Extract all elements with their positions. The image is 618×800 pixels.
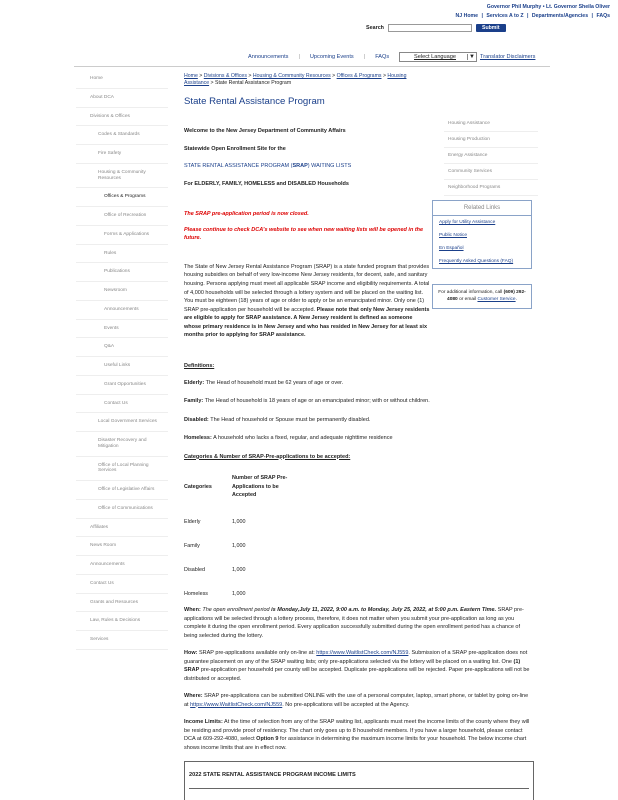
- right-subnav: [444, 116, 538, 196]
- sidebar-item[interactable]: Contact Us: [76, 395, 168, 414]
- breadcrumb-separator: >: [330, 73, 337, 79]
- where-text: SRAP pre-applications can be submitted ONLINE with the use of a personal computer, laptop, smart phone, or tablet by going on-line at: [184, 693, 529, 708]
- utility-nav: [248, 54, 389, 60]
- related-link[interactable]: En Español: [439, 246, 464, 251]
- how-text: SRAP pre-applications available only on-line at:: [198, 650, 315, 657]
- how-label: How:: [184, 650, 198, 657]
- sidebar-item[interactable]: Offices & Programs: [76, 188, 168, 207]
- right-nav-item[interactable]: Energy Assistance: [444, 148, 538, 164]
- sidebar-item[interactable]: Codes & Standards: [76, 126, 168, 145]
- language-select-label: Select Language: [414, 54, 456, 60]
- header-divider: [74, 66, 550, 67]
- definition-term: Elderly:: [184, 379, 205, 386]
- how-text: . Submission of a SRAP pre-application does not guarantee placement on any of the SRAP waiting lists; only pre-applications selected via the lottery will be placed on a waiting list. One: [184, 650, 528, 665]
- program-heading-post: ) WAITING LISTS: [307, 163, 352, 170]
- bullet-separator: •: [542, 4, 545, 10]
- sidebar-item[interactable]: Useful Links: [76, 357, 168, 376]
- income-text: At the time of selection from any of the SRAP waiting list, applicants must meet the income limits of the county where they will be residing and provide proof of residency. The chart only goes up to 8 household members. If you have a larger household, please contact DCA at 609-292-4080, select: [184, 719, 530, 743]
- how-text: pre-application per household per county will be accepted. Duplicate pre-applications will be rejected. Paper pre-applications will not be distributed or accepted.: [184, 667, 530, 682]
- program-description: [184, 263, 430, 340]
- definition-text: The Head of household or Spouse must be permanently disabled.: [210, 416, 371, 423]
- definition-text: A household who lacks a fixed, regular, and adequate nighttime residence: [213, 435, 393, 442]
- when-italic: The open enrollment period: [202, 607, 270, 613]
- related-link[interactable]: Frequently Asked Questions (FAQ): [439, 259, 514, 264]
- definition-item: [184, 379, 504, 388]
- related-links-box: [432, 200, 532, 269]
- sidebar-item[interactable]: Office of Legislative Affairs: [76, 481, 168, 500]
- table-cell-category: Elderly: [184, 518, 201, 525]
- definition-term: Homeless:: [184, 435, 212, 442]
- definition-item: [184, 434, 504, 443]
- separator: |: [363, 54, 366, 60]
- sidebar-item[interactable]: News Room: [76, 537, 168, 556]
- sidebar-item[interactable]: Office of Local Planning Services: [76, 457, 168, 482]
- sidebar-item[interactable]: Newsroom: [76, 282, 168, 301]
- right-nav-item[interactable]: Community Services: [444, 164, 538, 180]
- definitions-section: [184, 362, 504, 613]
- nj-home-link[interactable]: NJ Home: [455, 13, 479, 19]
- definition-item: [184, 397, 504, 406]
- income-table-title: 2022 STATE RENTAL ASSISTANCE PROGRAM INCOME LIMITS: [189, 772, 356, 779]
- where-label: Where:: [184, 693, 203, 700]
- table-header-row: [184, 471, 302, 517]
- definition-text: The Head of household must be 62 years of age or over.: [205, 379, 344, 386]
- definitions-list: [184, 379, 504, 443]
- separator: |: [526, 13, 529, 19]
- income-limits-paragraph: [184, 718, 534, 752]
- program-heading-srap: SRAP: [292, 163, 308, 170]
- additional-info-box: [432, 284, 532, 309]
- table-header-categories: Categories: [184, 483, 212, 490]
- top-utility-bar: [360, 4, 610, 19]
- translator-disclaimers-link[interactable]: Translator Disclaimers: [480, 54, 536, 60]
- breadcrumb-separator: >: [209, 79, 216, 86]
- waitlist-link[interactable]: https://www.WaitlistCheck.com/NJ559: [190, 701, 283, 708]
- related-links-title: Related Links: [433, 201, 531, 216]
- sidebar-item[interactable]: Housing & Community Resources: [76, 164, 168, 189]
- program-description-text: The State of New Jersey Rental Assistance Program (SRAP) is a state funded program that provides housing subsidies on behalf of very low-income New Jersey residents, for decent, safe, and sanitary housing. Persons applying must meet all applicable SRAP income and eligibility requirements. A total of 4,000 households will be selected through a lottery system and will be placed on the waiting list. You must be eighteen (18) years of age or older to apply or be an emancipated minor. Only one (1) SRAP pre-application per household will be accepted.: [184, 263, 430, 313]
- right-nav-item[interactable]: Housing Assistance: [444, 116, 538, 132]
- sidebar-item[interactable]: Office of Recreation: [76, 207, 168, 226]
- right-nav-item[interactable]: Housing Production: [444, 132, 538, 148]
- eligible-households-text: For ELDERLY, FAMILY, HOMELESS and DISABLED Households: [184, 180, 349, 187]
- sidebar-item[interactable]: Rules: [76, 245, 168, 264]
- chevron-down-icon: ▼: [467, 54, 476, 60]
- income-option: Option 9: [256, 736, 279, 743]
- where-paragraph: [184, 692, 534, 709]
- submit-button[interactable]: Submit: [476, 24, 506, 32]
- table-cell-count: 1,000: [232, 542, 246, 549]
- breadcrumb: [184, 73, 430, 87]
- lt-governor-name: Lt. Governor Sheila Oliver: [546, 4, 610, 10]
- upcoming-events-link[interactable]: Upcoming Events: [309, 54, 354, 60]
- announcements-link[interactable]: Announcements: [248, 54, 289, 60]
- open-enrollment-text: Statewide Open Enrollment Site for the: [184, 145, 286, 152]
- search-bar: [366, 24, 506, 32]
- sidebar: [76, 70, 168, 650]
- sidebar-item[interactable]: Q&A: [76, 338, 168, 357]
- faqs-top-link[interactable]: FAQs: [596, 13, 610, 19]
- related-link[interactable]: Apply for Utility Assistance: [439, 220, 496, 225]
- residency-note: Please note that only New Jersey residents are eligible to apply for SRAP assistance. A New Jersey resident is defined as someone whose primary residence is in New Jersey and who has resided in New Jersey for at least six months prior to applying for SRAP assistance.: [184, 306, 430, 339]
- when-dates: is Monday,July 11, 2022, 9:00 a.m. to Monday, July 25, 2022, at 5:00 p.m. Eastern Time.: [271, 607, 497, 613]
- waitlist-link[interactable]: https://www.WaitlistCheck.com/NJ559: [316, 650, 409, 657]
- program-waiting-lists-heading: [184, 162, 430, 171]
- sidebar-item[interactable]: Fire Safety: [76, 145, 168, 164]
- addinfo-end: .: [515, 296, 517, 302]
- breadcrumb-link[interactable]: Offices & Programs: [336, 73, 382, 79]
- search-label: Search: [366, 25, 384, 31]
- separator: |: [298, 54, 300, 60]
- sidebar-item[interactable]: Services: [76, 631, 168, 650]
- table-cell-category: Homeless: [184, 590, 208, 597]
- right-nav-item[interactable]: Neighborhood Programs: [444, 180, 538, 196]
- table-row: [184, 541, 302, 565]
- table-row: [184, 565, 302, 589]
- sidebar-item[interactable]: Announcements: [76, 556, 168, 575]
- definitions-heading: Definitions:: [184, 363, 215, 369]
- definition-term: Disabled:: [184, 416, 209, 423]
- sidebar-item[interactable]: Disaster Recovery and Mitigation: [76, 432, 168, 457]
- when-label: When:: [184, 607, 201, 613]
- page-title: State Rental Assistance Program: [184, 95, 325, 107]
- table-cell-category: Family: [184, 542, 200, 549]
- sidebar-item[interactable]: Office of Communications: [76, 500, 168, 519]
- addinfo-text: or email: [459, 296, 477, 302]
- sidebar-item[interactable]: About DCA: [76, 89, 168, 108]
- breadcrumb-current: State Rental Assistance Program: [215, 79, 292, 86]
- sidebar-item[interactable]: Home: [76, 70, 168, 89]
- departments-link[interactable]: Departments/Agencies: [531, 13, 589, 19]
- sidebar-item[interactable]: Announcements: [76, 301, 168, 320]
- breadcrumb-separator: >: [197, 73, 204, 79]
- definition-text: The Head of household is 18 years of age or an emancipated minor; with or without children.: [204, 398, 430, 405]
- search-input[interactable]: [388, 24, 472, 32]
- income-text: for assistance in determining the maximum income limits for your household. The below income chart shows income limits that are in effect now.: [184, 736, 527, 751]
- breadcrumb-link[interactable]: Housing & Community Resources: [252, 73, 331, 79]
- income-label: Income Limits:: [184, 719, 223, 726]
- table-row: [184, 517, 302, 541]
- income-table-row: [189, 788, 529, 800]
- services-az-link[interactable]: Services A to Z: [486, 13, 524, 19]
- sidebar-item[interactable]: Grant Opportunities: [76, 376, 168, 395]
- breadcrumb-link[interactable]: Home: [184, 73, 198, 79]
- when-text: SRAP pre-applications will be selected through a lottery process, therefore, it does not matter when you submit your pre-application as long as you complete it during the open enrollment period. Every application successfully submitted during the open enrollment period has a chance of being selected during the lottery.: [184, 607, 524, 639]
- separator: |: [481, 13, 483, 19]
- table-cell-category: Disabled: [184, 566, 205, 573]
- governor-name: Governor Phil Murphy: [486, 4, 542, 10]
- addinfo-text: For additional information, call: [438, 290, 503, 295]
- where-text: . No pre-applications will be accepted at the Agency.: [282, 701, 410, 708]
- income-limits-table: [184, 761, 534, 800]
- categories-heading: Categories & Number of SRAP-Pre-applications to be accepted:: [184, 453, 351, 460]
- sidebar-item[interactable]: Divisions & Offices: [76, 108, 168, 127]
- enrollment-details: [184, 606, 534, 800]
- when-paragraph: [184, 606, 534, 640]
- how-bold: (1) SRAP: [184, 658, 521, 674]
- main-content: [184, 73, 430, 349]
- definition-item: [184, 416, 504, 425]
- welcome-text: Welcome to the New Jersey Department of Community Affairs: [184, 128, 346, 135]
- check-website-notice: Please continue to check DCA's website to see when new waiting lists will be opened in the future.: [184, 226, 424, 242]
- table-cell-count: 1,000: [232, 566, 246, 573]
- breadcrumb-link[interactable]: Housing Assistance: [184, 73, 407, 86]
- table-cell-count: 1,000: [232, 518, 246, 525]
- table-cell-count: 1,000: [232, 590, 246, 597]
- language-select[interactable]: [399, 52, 477, 62]
- faqs-link[interactable]: FAQs: [375, 54, 390, 60]
- breadcrumb-separator: >: [381, 73, 388, 79]
- program-heading-pre: STATE RENTAL ASSISTANCE PROGRAM (: [184, 163, 293, 170]
- how-paragraph: [184, 649, 534, 683]
- related-link[interactable]: Public Notice: [439, 233, 467, 238]
- separator: |: [591, 13, 593, 19]
- breadcrumb-separator: >: [246, 73, 253, 79]
- addinfo-phone: (609) 292-4080: [447, 290, 526, 302]
- sidebar-item[interactable]: Contact Us: [76, 575, 168, 594]
- sidebar-item[interactable]: Publications: [76, 263, 168, 282]
- sidebar-item[interactable]: Grants and Resources: [76, 594, 168, 613]
- breadcrumb-link[interactable]: Divisions & Offices: [203, 73, 247, 79]
- customer-service-link[interactable]: Customer Service: [477, 296, 516, 302]
- definition-term: Family:: [184, 398, 204, 405]
- sidebar-item[interactable]: Forms & Applications: [76, 226, 168, 245]
- categories-table: [184, 471, 302, 613]
- related-links-list: [433, 216, 531, 268]
- table-header-count: Number of SRAP Pre-Applications to be Accepted: [232, 475, 288, 499]
- sidebar-item[interactable]: Affiliates: [76, 519, 168, 538]
- closed-notice: The SRAP pre-application period is now closed.: [184, 211, 309, 218]
- sidebar-item[interactable]: Law, Rules & Decisions: [76, 612, 168, 631]
- sidebar-item[interactable]: Local Government Services: [76, 413, 168, 432]
- sidebar-item[interactable]: Events: [76, 320, 168, 339]
